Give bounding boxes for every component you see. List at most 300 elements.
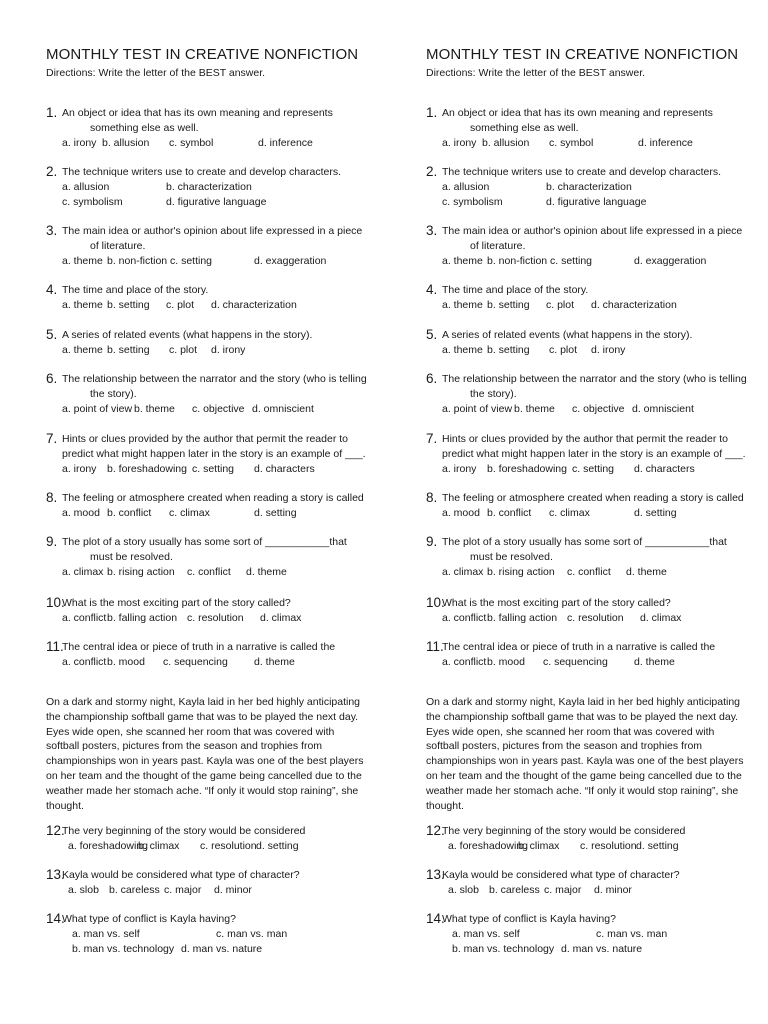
question-stem: The time and place of the story. (442, 284, 589, 296)
answer-option: c. conflict (187, 566, 231, 578)
answer-option: d. climax (640, 612, 682, 624)
passage-line: Eyes wide open, she scanned her room that was covered with (426, 725, 715, 738)
answer-option: a. man vs. self (452, 928, 520, 940)
answer-option: d. figurative language (166, 196, 267, 208)
question-text-line (46, 447, 396, 462)
question-text-line (46, 328, 396, 343)
answer-option: c. plot (546, 299, 575, 311)
answer-option: b. climax (138, 840, 180, 852)
answer-option: d. omniscient (252, 403, 314, 415)
answer-option: b. conflict (107, 507, 152, 519)
answer-options-row (426, 298, 768, 313)
question-number: 5. (426, 327, 438, 342)
question-text-line (46, 224, 396, 239)
answer-option: d. characterization (591, 299, 677, 311)
question-text-line (46, 491, 396, 506)
answer-option: a. theme (442, 255, 483, 267)
answer-options-row (46, 195, 396, 210)
answer-option: b. allusion (102, 137, 150, 149)
answer-options-row (426, 655, 768, 670)
test-title: MONTHLY TEST IN CREATIVE NONFICTION (46, 46, 359, 63)
answer-option: d. irony (211, 344, 246, 356)
answer-option: c. resolution (567, 612, 624, 624)
question-number: 8. (426, 490, 438, 505)
answer-options-row (426, 462, 768, 477)
answer-options-row (426, 254, 768, 269)
answer-option: c. resolution (200, 840, 257, 852)
question-stem: Hints or clues provided by the author that permit the reader to (442, 433, 728, 445)
question-number: 4. (426, 282, 438, 297)
question-number: 6. (46, 371, 58, 386)
answer-options-row (46, 136, 396, 151)
question-text-line (426, 387, 768, 402)
answer-options-row (426, 839, 768, 854)
question-stem-continued: of literature. (90, 240, 146, 252)
answer-option: a. theme (62, 255, 103, 267)
answer-option: c. resolution (580, 840, 637, 852)
answer-option: b. mood (107, 656, 145, 668)
question-text-line (46, 372, 396, 387)
question-item (426, 912, 768, 957)
question-text-line (426, 640, 768, 655)
answer-option: a. climax (62, 566, 104, 578)
question-number: 12. (426, 823, 445, 838)
answer-option: d. man vs. nature (561, 943, 643, 955)
answer-option: d. setting (636, 840, 679, 852)
reading-passage (426, 695, 768, 813)
passage-line: softball posters, pictures from the season and trophies from (46, 740, 323, 753)
question-stem-continued: the story). (470, 388, 517, 400)
question-stem: Kayla would be considered what type of character? (62, 869, 300, 881)
question-text-line (426, 596, 768, 611)
question-stem: The technique writers use to create and develop characters. (62, 166, 341, 178)
question-stem: A series of related events (what happens in the story). (442, 329, 693, 341)
question-text-line (46, 868, 396, 883)
answer-option: d. setting (634, 507, 677, 519)
answer-options-row (426, 402, 768, 417)
question-number: 2. (46, 164, 58, 179)
answer-option: c. symbol (549, 137, 594, 149)
question-item (426, 283, 768, 313)
answer-option: b. careless (109, 884, 160, 896)
question-stem: The relationship between the narrator and the story (who is telling (62, 373, 367, 385)
answer-option: b. allusion (482, 137, 530, 149)
question-text-line (46, 106, 396, 121)
answer-option: a. allusion (62, 181, 110, 193)
answer-option: d. exaggeration (254, 255, 327, 267)
question-stem-continued: of literature. (470, 240, 526, 252)
answer-option: c. man vs. man (216, 928, 288, 940)
passage-line: On a dark and stormy night, Kayla laid in her bed highly anticipating (46, 696, 361, 708)
question-stem: The feeling or atmosphere created when reading a story is called (442, 492, 744, 504)
question-stem: The plot of a story usually has some sort of ___________that (62, 536, 347, 548)
question-number: 9. (426, 534, 438, 549)
answer-options-row (426, 927, 768, 942)
question-number: 14. (46, 911, 65, 926)
passage-line: championships won in years past. Kayla was one of the best players (46, 755, 364, 768)
test-directions: Directions: Write the letter of the BEST answer. (46, 67, 266, 79)
question-text-line (426, 491, 768, 506)
passage-line: On a dark and stormy night, Kayla laid in her bed highly anticipating (426, 696, 741, 708)
answer-option: d. theme (254, 656, 295, 668)
answer-option: a. conflict (62, 612, 107, 624)
answer-options-row (426, 942, 768, 957)
answer-option: c. setting (170, 255, 213, 267)
question-number: 9. (46, 534, 58, 549)
question-text-line (46, 912, 396, 927)
question-text-line (426, 550, 768, 565)
question-number: 7. (426, 431, 438, 446)
answer-options-row (46, 565, 396, 580)
answer-option: b. setting (487, 299, 530, 311)
answer-option: b. mood (487, 656, 525, 668)
question-number: 1. (426, 105, 438, 120)
question-item (426, 106, 768, 151)
passage-line: thought. (426, 799, 464, 812)
answer-option: a. point of view (62, 403, 133, 415)
passage-line: the championship softball game that was to be played the next day. (46, 710, 359, 723)
answer-option: a. point of view (442, 403, 513, 415)
answer-option: d. omniscient (632, 403, 694, 415)
question-text-line (46, 165, 396, 180)
answer-option: c. symbol (169, 137, 214, 149)
question-stem: The plot of a story usually has some sort of ___________that (442, 536, 727, 548)
answer-option: a. mood (62, 507, 100, 519)
question-text-line (46, 535, 396, 550)
question-stem-continued: something else as well. (90, 122, 199, 134)
answer-option: d. minor (214, 884, 252, 896)
answer-option: a. slob (448, 884, 479, 896)
answer-option: b. climax (518, 840, 560, 852)
question-item (426, 328, 768, 358)
question-number: 4. (46, 282, 58, 297)
question-item (46, 824, 396, 854)
question-number: 3. (426, 223, 438, 238)
answer-option: d. exaggeration (634, 255, 707, 267)
passage-line: softball posters, pictures from the season and trophies from (426, 740, 703, 753)
question-text-line (46, 239, 396, 254)
answer-option: d. inference (638, 137, 693, 149)
question-text-line (426, 106, 768, 121)
answer-option: a. foreshadowing (68, 840, 148, 852)
answer-option: c. symbolism (442, 196, 503, 208)
question-number: 2. (426, 164, 438, 179)
answer-options-row (46, 506, 396, 521)
answer-option: b. falling action (487, 612, 558, 624)
answer-option: c. conflict (567, 566, 611, 578)
reading-passage (46, 695, 406, 813)
question-item (46, 596, 396, 626)
answer-option: b. conflict (487, 507, 532, 519)
question-item (46, 165, 396, 210)
question-item (426, 224, 768, 269)
answer-option: c. major (544, 884, 582, 896)
test-copy-left (46, 0, 396, 1024)
question-item (46, 372, 396, 417)
answer-option: c. objective (572, 403, 625, 415)
question-number: 8. (46, 490, 58, 505)
answer-options-row (426, 180, 768, 195)
question-text-line (46, 640, 396, 655)
question-text-line (426, 165, 768, 180)
question-item (426, 824, 768, 854)
answer-options-row (426, 343, 768, 358)
question-stem-continued: predict what might happen later in the story is an example of ___. (62, 448, 366, 460)
answer-option: a. mood (442, 507, 480, 519)
answer-option: a. conflict (442, 612, 487, 624)
passage-line: on her team and the thought of the game being cancelled due to the (426, 769, 742, 782)
question-number: 12. (46, 823, 65, 838)
answer-options-row (426, 195, 768, 210)
question-text-line (426, 224, 768, 239)
question-stem: The very beginning of the story would be considered (442, 825, 686, 837)
answer-option: d. figurative language (546, 196, 647, 208)
answer-option: b. theme (514, 403, 555, 415)
answer-option: b. setting (107, 344, 150, 356)
passage-line: weather made her stomach ache. “If only it would stop raining”, she (46, 784, 359, 797)
answer-options-row (46, 402, 396, 417)
question-text-line (426, 535, 768, 550)
answer-option: c. major (164, 884, 202, 896)
answer-options-row (46, 254, 396, 269)
test-copy-right (426, 0, 768, 1024)
answer-option: c. setting (192, 463, 235, 475)
answer-option: c. climax (169, 507, 210, 519)
question-stem-continued: the story). (90, 388, 137, 400)
answer-option: b. characterization (546, 181, 632, 193)
answer-option: c. setting (550, 255, 593, 267)
answer-option: a. slob (68, 884, 99, 896)
answer-option: c. sequencing (163, 656, 228, 668)
question-text-line (426, 912, 768, 927)
answer-options-row (426, 883, 768, 898)
question-number: 1. (46, 105, 58, 120)
question-item (46, 106, 396, 151)
question-number: 5. (46, 327, 58, 342)
answer-option: b. rising action (487, 566, 555, 578)
answer-option: c. symbolism (62, 196, 123, 208)
question-stem: The time and place of the story. (62, 284, 209, 296)
answer-options-row (46, 180, 396, 195)
question-item (46, 868, 396, 898)
answer-option: b. foreshadowing (107, 463, 187, 475)
answer-option: a. theme (62, 344, 103, 356)
question-item (426, 596, 768, 626)
question-item (46, 912, 396, 957)
answer-option: b. theme (134, 403, 175, 415)
question-text-line (46, 387, 396, 402)
question-number: 10. (426, 595, 445, 610)
answer-option: c. objective (192, 403, 245, 415)
answer-options-row (426, 565, 768, 580)
answer-option: a. irony (442, 463, 477, 475)
question-stem: An object or idea that has its own meaning and represents (442, 107, 713, 119)
question-item (46, 224, 396, 269)
question-item (426, 535, 768, 580)
question-text-line (46, 432, 396, 447)
answer-option: a. conflict (62, 656, 107, 668)
answer-options-row (46, 839, 396, 854)
answer-option: b. foreshadowing (487, 463, 567, 475)
question-stem: The main idea or author's opinion about life expressed in a piece (442, 225, 743, 237)
answer-option: b. setting (107, 299, 150, 311)
answer-option: c. plot (166, 299, 195, 311)
question-stem-continued: must be resolved. (90, 551, 173, 563)
question-text-line (46, 121, 396, 136)
answer-option: b. careless (489, 884, 540, 896)
question-number: 10. (46, 595, 65, 610)
answer-options-row (46, 298, 396, 313)
question-text-line (46, 550, 396, 565)
answer-options-row (426, 506, 768, 521)
question-text-line (426, 328, 768, 343)
question-stem-continued: must be resolved. (470, 551, 553, 563)
answer-option: d. minor (594, 884, 632, 896)
question-number: 3. (46, 223, 58, 238)
passage-line: the championship softball game that was to be played the next day. (426, 710, 739, 723)
question-stem: An object or idea that has its own meaning and represents (62, 107, 333, 119)
question-stem: The central idea or piece of truth in a narrative is called the (442, 641, 716, 653)
question-text-line (426, 121, 768, 136)
question-number: 14. (426, 911, 445, 926)
answer-option: a. foreshadowing (448, 840, 528, 852)
question-text-line (46, 596, 396, 611)
answer-options-row (46, 883, 396, 898)
answer-option: a. allusion (442, 181, 490, 193)
answer-option: a. theme (442, 344, 483, 356)
answer-option: b. setting (487, 344, 530, 356)
answer-option: c. sequencing (543, 656, 608, 668)
question-text-line (46, 283, 396, 298)
question-number: 13. (46, 867, 65, 882)
question-item (46, 432, 396, 477)
answer-options-row (426, 136, 768, 151)
question-item (46, 535, 396, 580)
answer-option: d. inference (258, 137, 313, 149)
question-item (426, 432, 768, 477)
test-directions: Directions: Write the letter of the BEST answer. (426, 67, 646, 79)
question-stem: What type of conflict is Kayla having? (62, 913, 236, 925)
question-item (46, 640, 396, 670)
answer-options-row (426, 611, 768, 626)
answer-options-row (46, 927, 396, 942)
passage-line: on her team and the thought of the game being cancelled due to the (46, 769, 362, 782)
answer-option: d. characterization (211, 299, 297, 311)
question-number: 11. (46, 639, 64, 654)
question-stem-continued: something else as well. (470, 122, 579, 134)
answer-options-row (46, 611, 396, 626)
answer-option: a. irony (62, 137, 97, 149)
answer-option: c. setting (572, 463, 615, 475)
question-text-line (46, 824, 396, 839)
passage-line: Eyes wide open, she scanned her room that was covered with (46, 725, 335, 738)
answer-option: a. man vs. self (72, 928, 140, 940)
answer-option: b. rising action (107, 566, 175, 578)
answer-option: b. man vs. technology (452, 943, 555, 955)
question-stem: The central idea or piece of truth in a narrative is called the (62, 641, 336, 653)
answer-option: a. conflict (442, 656, 487, 668)
answer-option: d. setting (256, 840, 299, 852)
answer-option: b. man vs. technology (72, 943, 175, 955)
question-stem: A series of related events (what happens in the story). (62, 329, 313, 341)
question-text-line (426, 824, 768, 839)
question-stem: The technique writers use to create and develop characters. (442, 166, 721, 178)
question-number: 6. (426, 371, 438, 386)
question-text-line (426, 432, 768, 447)
answer-option: d. theme (626, 566, 667, 578)
question-stem: What is the most exciting part of the story called? (442, 597, 671, 609)
answer-option: b. characterization (166, 181, 252, 193)
answer-option: a. climax (442, 566, 484, 578)
question-stem: The main idea or author's opinion about life expressed in a piece (62, 225, 363, 237)
answer-option: a. theme (442, 299, 483, 311)
question-item (426, 372, 768, 417)
answer-options-row (46, 462, 396, 477)
question-number: 7. (46, 431, 58, 446)
answer-option: c. plot (169, 344, 198, 356)
question-item (46, 328, 396, 358)
test-title: MONTHLY TEST IN CREATIVE NONFICTION (426, 46, 739, 63)
passage-line: thought. (46, 799, 84, 812)
answer-option: b. non-fiction (107, 255, 168, 267)
question-item (426, 165, 768, 210)
answer-option: c. man vs. man (596, 928, 668, 940)
question-stem-continued: predict what might happen later in the story is an example of ___. (442, 448, 746, 460)
question-number: 11. (426, 639, 444, 654)
answer-option: a. irony (62, 463, 97, 475)
answer-option: b. falling action (107, 612, 178, 624)
answer-option: c. resolution (187, 612, 244, 624)
question-text-line (426, 372, 768, 387)
question-item (426, 868, 768, 898)
question-text-line (426, 868, 768, 883)
question-stem: Hints or clues provided by the author that permit the reader to (62, 433, 348, 445)
answer-option: b. non-fiction (487, 255, 548, 267)
question-item (46, 283, 396, 313)
answer-options-row (46, 942, 396, 957)
answer-option: d. theme (246, 566, 287, 578)
question-stem: Kayla would be considered what type of character? (442, 869, 680, 881)
question-stem: The very beginning of the story would be considered (62, 825, 306, 837)
answer-option: d. characters (254, 463, 315, 475)
question-stem: What type of conflict is Kayla having? (442, 913, 616, 925)
question-text-line (426, 447, 768, 462)
question-item (46, 491, 396, 521)
answer-option: d. setting (254, 507, 297, 519)
answer-option: d. man vs. nature (181, 943, 263, 955)
answer-option: c. plot (549, 344, 578, 356)
passage-line: weather made her stomach ache. “If only it would stop raining”, she (426, 784, 739, 797)
question-number: 13. (426, 867, 445, 882)
question-text-line (426, 239, 768, 254)
answer-option: d. irony (591, 344, 626, 356)
answer-option: d. theme (634, 656, 675, 668)
answer-option: c. climax (549, 507, 590, 519)
question-stem: The feeling or atmosphere created when reading a story is called (62, 492, 364, 504)
answer-options-row (46, 655, 396, 670)
answer-option: a. irony (442, 137, 477, 149)
question-item (426, 491, 768, 521)
question-item (426, 640, 768, 670)
answer-option: d. characters (634, 463, 695, 475)
answer-option: d. climax (260, 612, 302, 624)
question-stem: What is the most exciting part of the story called? (62, 597, 291, 609)
passage-line: championships won in years past. Kayla was one of the best players (426, 755, 744, 768)
answer-options-row (46, 343, 396, 358)
question-text-line (426, 283, 768, 298)
answer-option: a. theme (62, 299, 103, 311)
question-stem: The relationship between the narrator and the story (who is telling (442, 373, 747, 385)
